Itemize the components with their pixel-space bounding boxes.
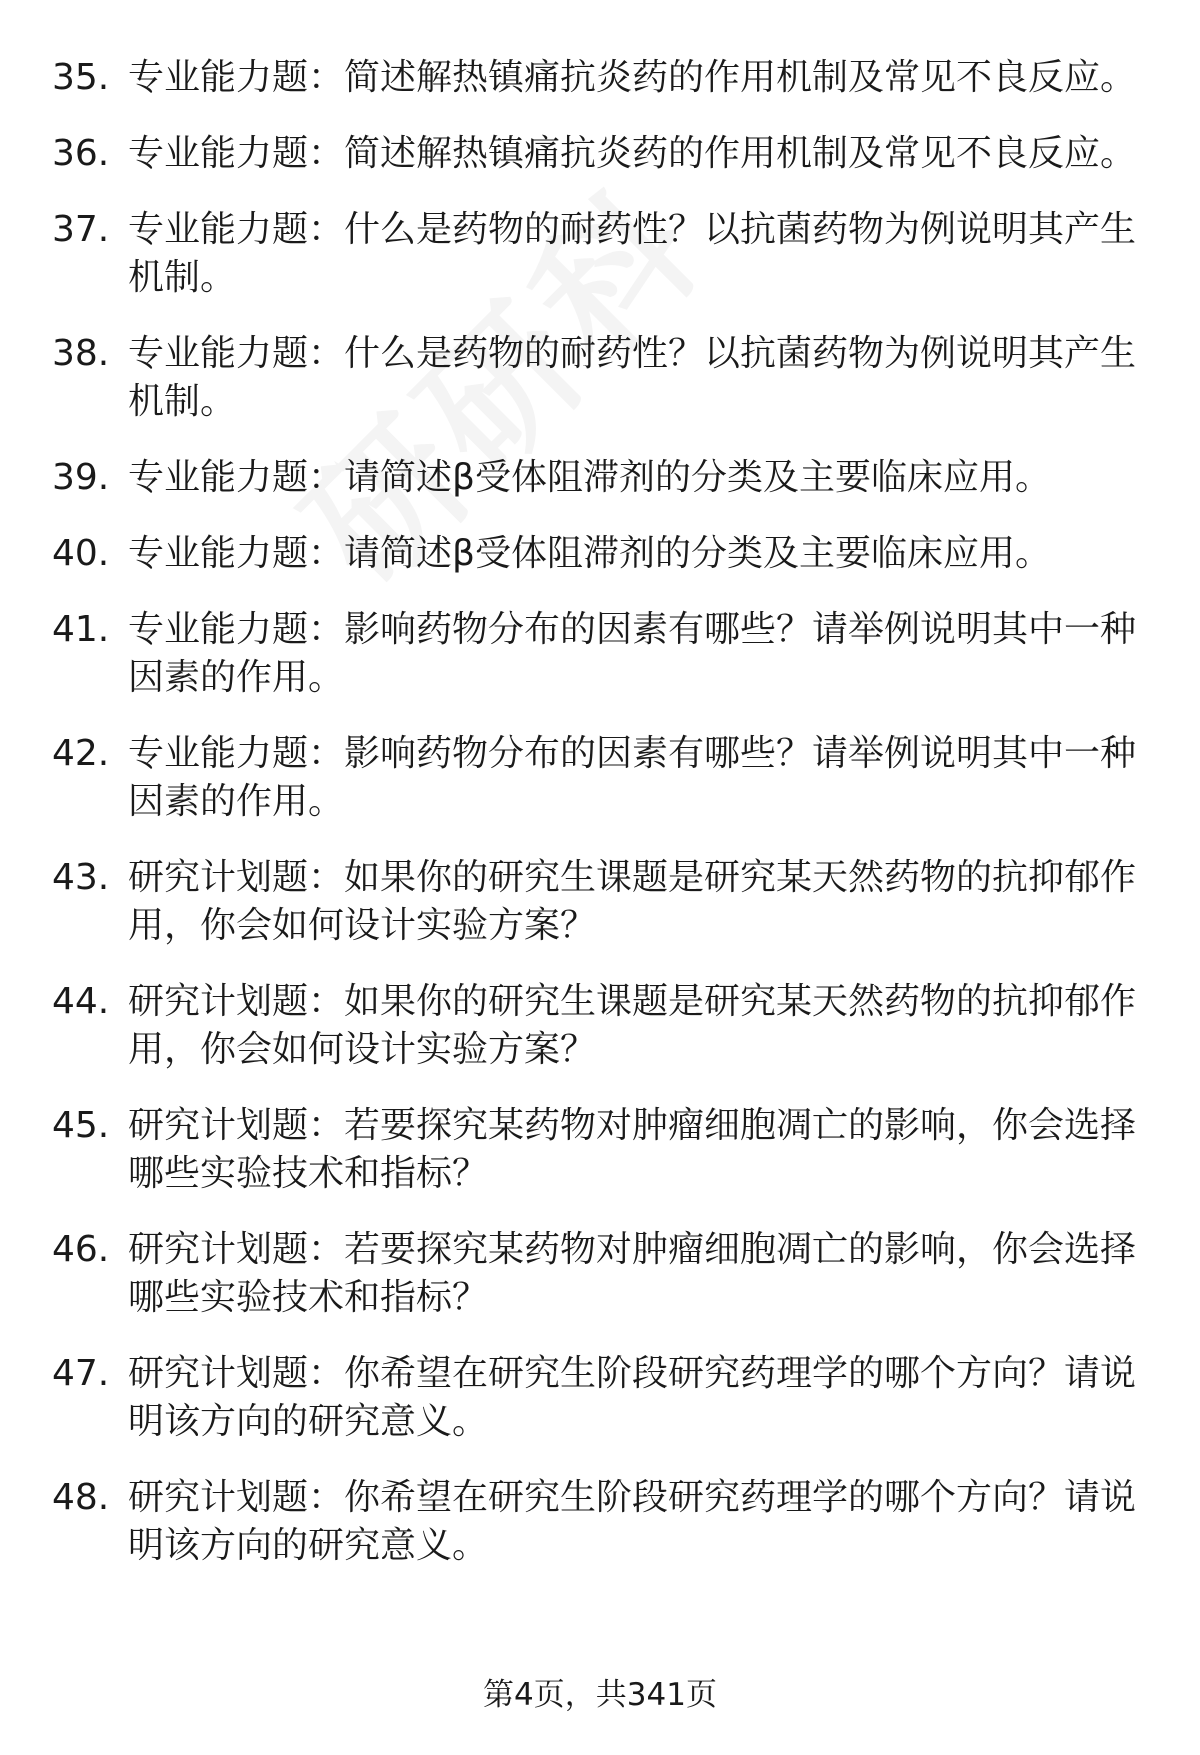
question-item [0, 730, 1200, 826]
question-number: 44. [52, 981, 110, 1022]
question-text: 研究计划题：如果你的研究生课题是研究某天然药物的抗抑郁作用，你会如何设计实验方案？ [128, 857, 1137, 946]
question-number: 38. [52, 333, 110, 374]
question-item [0, 978, 1200, 1074]
question-item [0, 54, 1200, 102]
question-number: 37. [52, 209, 110, 250]
question-item [0, 1102, 1200, 1198]
question-item [0, 130, 1200, 178]
question-item [0, 1226, 1200, 1322]
question-item [0, 1474, 1200, 1570]
question-text: 研究计划题：若要探究某药物对肿瘤细胞凋亡的影响，你会选择哪些实验技术和指标？ [128, 1105, 1137, 1194]
question-list [0, 54, 1200, 1570]
question-text: 研究计划题：若要探究某药物对肿瘤细胞凋亡的影响，你会选择哪些实验技术和指标？ [128, 1229, 1137, 1318]
question-text: 专业能力题：请简述β受体阻滞剂的分类及主要临床应用。 [128, 533, 1051, 574]
question-text: 专业能力题：影响药物分布的因素有哪些？请举例说明其中一种因素的作用。 [128, 733, 1137, 822]
question-number: 46. [52, 1229, 110, 1270]
question-text: 专业能力题：什么是药物的耐药性？以抗菌药物为例说明其产生机制。 [128, 209, 1137, 298]
question-text: 研究计划题：如果你的研究生课题是研究某天然药物的抗抑郁作用，你会如何设计实验方案？ [128, 981, 1137, 1070]
question-text: 研究计划题：你希望在研究生阶段研究药理学的哪个方向？请说明该方向的研究意义。 [128, 1353, 1137, 1442]
question-number: 43. [52, 857, 110, 898]
question-item [0, 1350, 1200, 1446]
question-item [0, 454, 1200, 502]
question-number: 48. [52, 1477, 110, 1518]
question-item [0, 854, 1200, 950]
question-item [0, 606, 1200, 702]
question-number: 35. [52, 57, 110, 98]
question-item [0, 530, 1200, 578]
question-number: 40. [52, 533, 110, 574]
page-footer: 第4页，共341页 [483, 1677, 717, 1713]
question-text: 专业能力题：简述解热镇痛抗炎药的作用机制及常见不良反应。 [128, 133, 1137, 174]
question-item [0, 206, 1200, 302]
question-number: 42. [52, 733, 110, 774]
question-text: 专业能力题：影响药物分布的因素有哪些？请举例说明其中一种因素的作用。 [128, 609, 1137, 698]
question-number: 45. [52, 1105, 110, 1146]
question-text: 专业能力题：请简述β受体阻滞剂的分类及主要临床应用。 [128, 457, 1051, 498]
question-number: 36. [52, 133, 110, 174]
question-text: 专业能力题：简述解热镇痛抗炎药的作用机制及常见不良反应。 [128, 57, 1137, 98]
question-number: 39. [52, 457, 110, 498]
question-number: 47. [52, 1353, 110, 1394]
question-text: 专业能力题：什么是药物的耐药性？以抗菌药物为例说明其产生机制。 [128, 333, 1137, 422]
question-number: 41. [52, 609, 110, 650]
question-item [0, 330, 1200, 426]
question-text: 研究计划题：你希望在研究生阶段研究药理学的哪个方向？请说明该方向的研究意义。 [128, 1477, 1137, 1566]
